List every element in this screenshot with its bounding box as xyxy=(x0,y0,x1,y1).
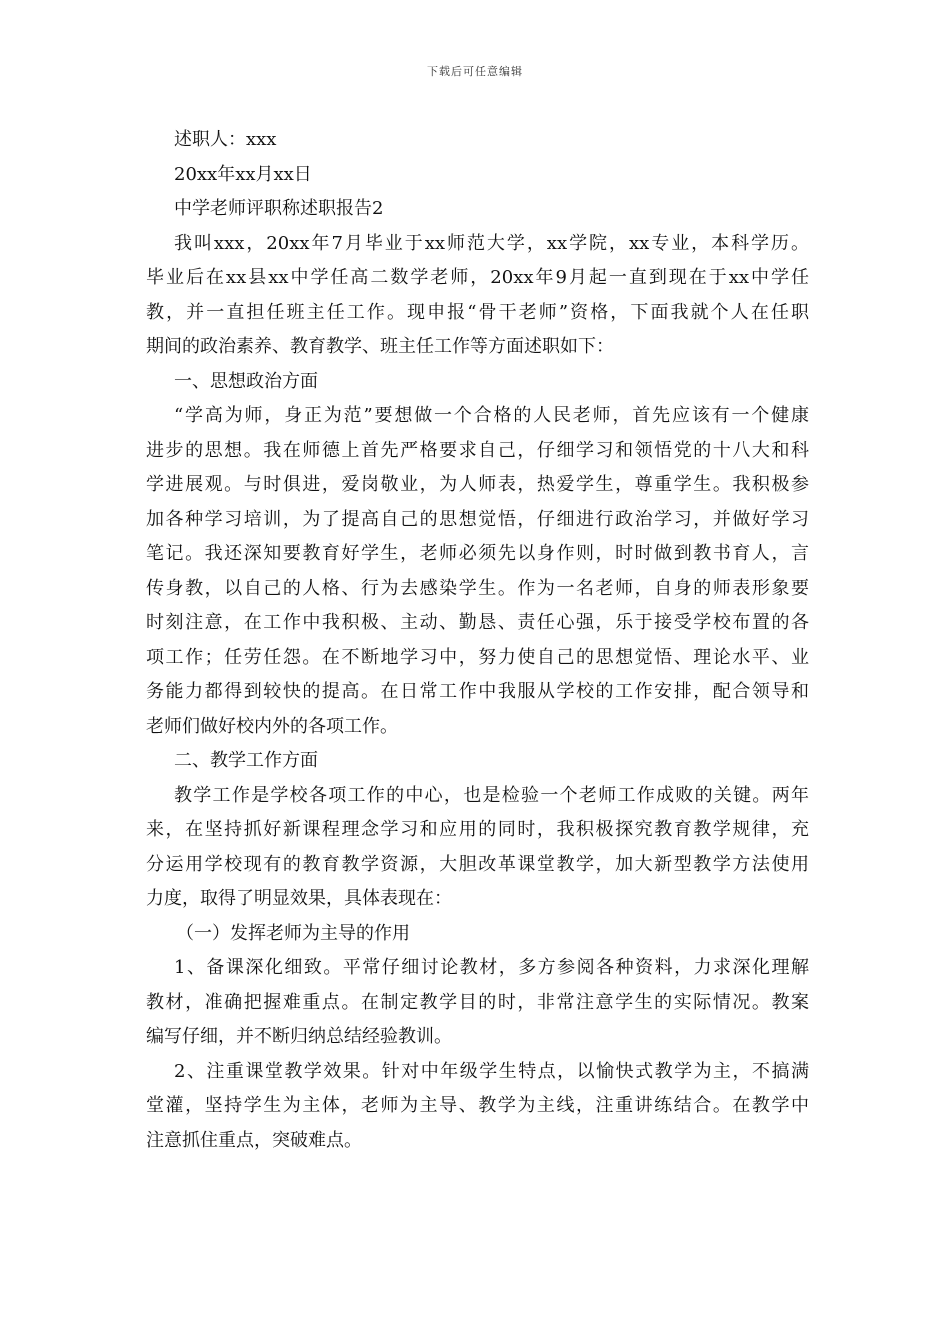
paragraph-line: 毕业后在xx县xx中学任高二数学老师，20xx年9月起一直到现在于xx中学任 xyxy=(146,267,809,288)
paragraph-line: 堂灌，坚持学生为主体，老师为主导、教学为主线，注重讲练结合。在教学中 xyxy=(146,1095,809,1116)
section-heading: 二、教学工作方面 xyxy=(174,750,318,771)
paragraph-line: 注意抓住重点，突破难点。 xyxy=(146,1129,362,1151)
paragraph-line: 进步的思想。我在师德上首先严格要求自己，仔细学习和领悟党的十八大和科 xyxy=(146,439,809,461)
paragraph-line: 笔记。我还深知要教育好学生，老师必须先以身作则，时时做到教书育人，言 xyxy=(146,543,809,564)
paragraph-line: 教材，准确把握难重点。在制定教学目的时，非常注意学生的实际情况。教案 xyxy=(146,991,809,1013)
paragraph-line: 老师们做好校内外的各项工作。 xyxy=(146,715,398,737)
report-title: 中学老师评职称述职报告2 xyxy=(174,198,384,219)
paragraph-line: “学高为师，身正为范”要想做一个合格的人民老师，首先应该有一个健康 xyxy=(174,405,809,426)
paragraph-line: 2、注重课堂教学效果。针对中年级学生特点，以愉快式教学为主，不搞满 xyxy=(174,1060,809,1082)
paragraph-line: 项工作；任劳任怨。在不断地学习中，努力使自己的思想觉悟、理论水平、业 xyxy=(146,646,809,668)
paragraph-line: 分运用学校现有的教育教学资源，大胆改革课堂教学，加大新型教学方法使用 xyxy=(146,853,809,875)
paragraph-line: 来，在坚持抓好新课程理念学习和应用的同时，我积极探究教育教学规律，充 xyxy=(146,819,809,840)
page-header-note: 下载后可任意编辑 xyxy=(427,65,523,78)
paragraph-line: 务能力都得到较快的提高。在日常工作中我服从学校的工作安排，配合领导和 xyxy=(146,681,809,702)
author-line: 述职人：xxx xyxy=(174,129,277,150)
paragraph-line: 教，并一直担任班主任工作。现申报“骨干老师”资格，下面我就个人在任职 xyxy=(146,301,809,323)
date-line: 20xx年xx月xx日 xyxy=(174,163,312,185)
paragraph-line: 编写仔细，并不断归纳总结经验教训。 xyxy=(146,1026,452,1047)
subsection-heading: （一）发挥老师为主导的作用 xyxy=(176,922,410,944)
paragraph-line: 加各种学习培训，为了提高自己的思想觉悟，仔细进行政治学习，并做好学习 xyxy=(146,508,809,530)
document-body xyxy=(146,123,809,1158)
paragraph-line: 我叫xxx，20xx年7月毕业于xx师范大学，xx学院，xx专业，本科学历。 xyxy=(174,232,809,254)
paragraph-line: 力度，取得了明显效果，具体表现在： xyxy=(146,888,452,909)
paragraph-line: 传身教，以自己的人格、行为去感染学生。作为一名老师，自身的师表形象要 xyxy=(146,577,809,599)
paragraph-line: 学进展观。与时俱进，爱岗敬业，为人师表，热爱学生，尊重学生。我积极参 xyxy=(146,474,809,495)
paragraph-line: 期间的政治素养、教育教学、班主任工作等方面述职如下： xyxy=(146,336,614,357)
section-heading: 一、思想政治方面 xyxy=(174,370,318,392)
paragraph-line: 1、备课深化细致。平常仔细讨论教材，多方参阅各种资料，力求深化理解 xyxy=(174,957,809,978)
paragraph-line: 时刻注意，在工作中我积极、主动、勤恳、责任心强，乐于接受学校布置的各 xyxy=(146,612,809,633)
paragraph-line: 教学工作是学校各项工作的中心，也是检验一个老师工作成败的关键。两年 xyxy=(174,784,809,806)
